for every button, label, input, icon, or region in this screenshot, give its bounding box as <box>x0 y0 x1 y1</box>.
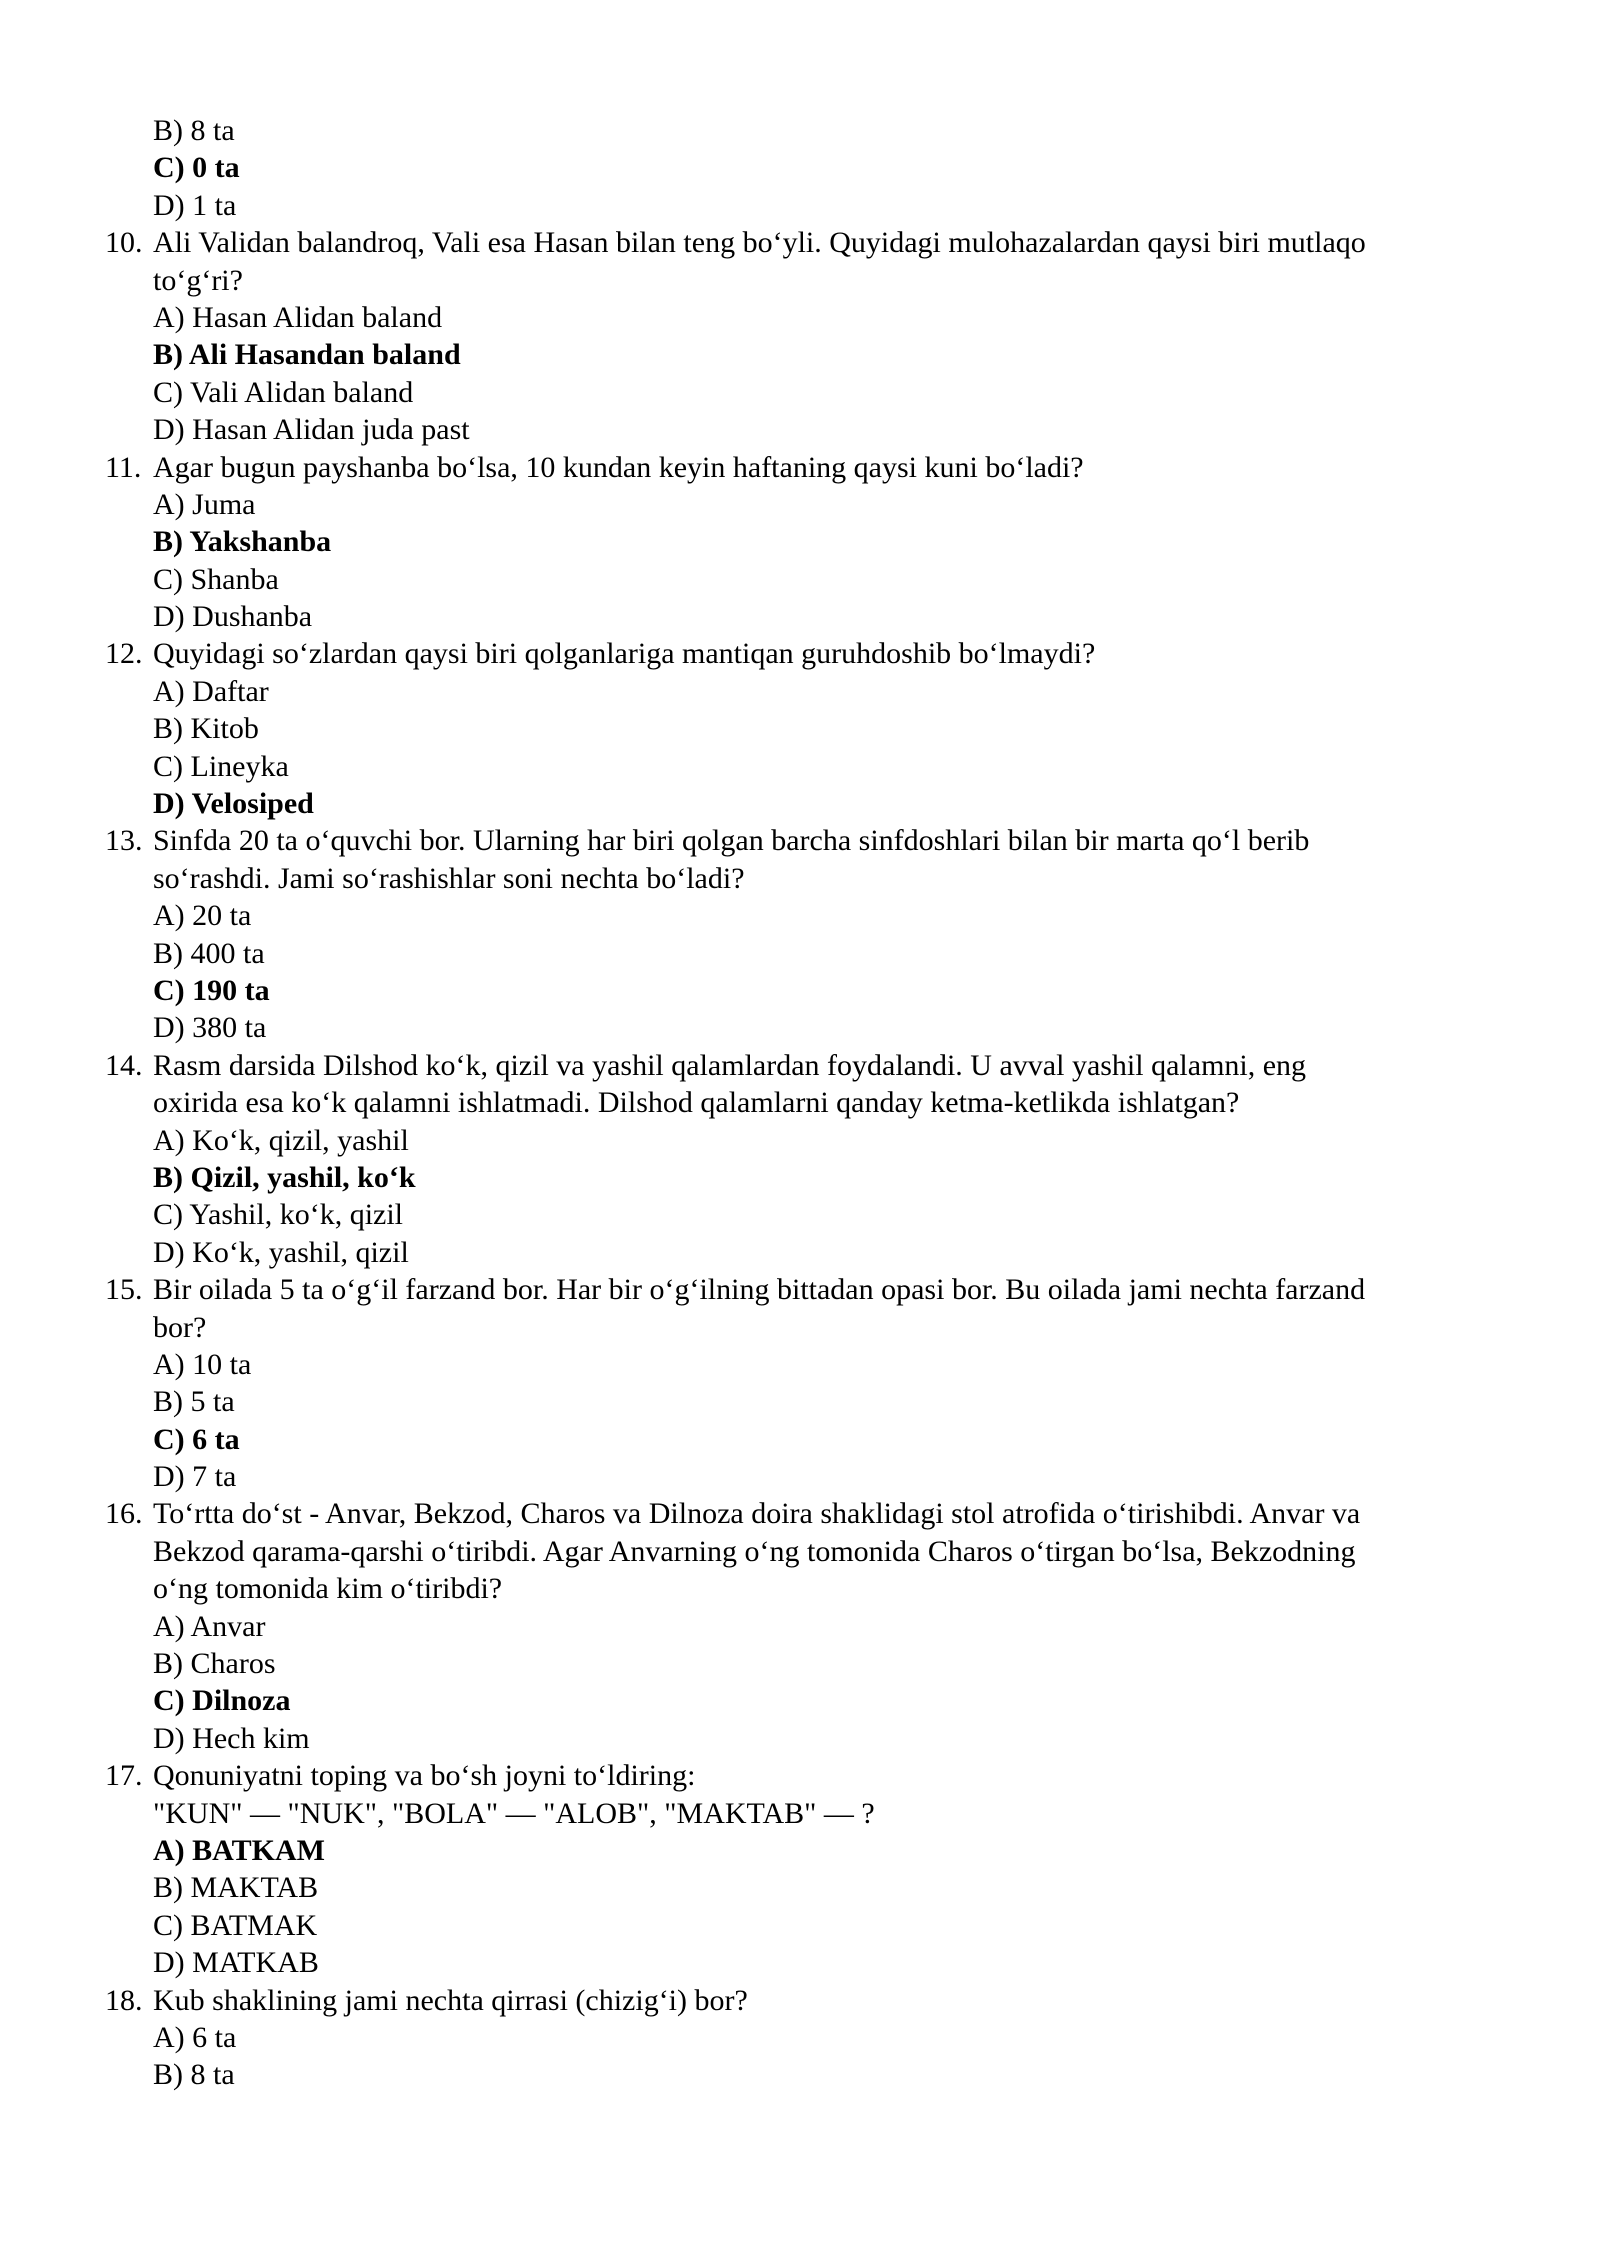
answer-option-correct: C) 6 ta <box>153 1422 240 1456</box>
question-text-line: Bir oilada 5 ta o‘g‘il farzand bor. Har bir o‘g‘ilning bittadan opasi bor. Bu oilada jami nechta farzand <box>153 1273 1366 1307</box>
question-block <box>0 1271 1600 1495</box>
answer-option: D) MATKAB <box>153 1946 319 1980</box>
answer-option-correct: A) BATKAM <box>153 1833 325 1867</box>
question-number: 10. <box>105 226 143 260</box>
answer-option: D) 7 ta <box>153 1460 237 1494</box>
answer-option: A) 10 ta <box>153 1347 252 1381</box>
question-number: 11. <box>105 450 142 484</box>
answer-option-correct: C) Dilnoza <box>153 1684 291 1718</box>
answer-option: C) BATMAK <box>153 1908 318 1942</box>
question-text <box>0 822 1600 859</box>
answer-option: C) Yashil, ko‘k, qizil <box>153 1198 404 1232</box>
question-text <box>0 224 1600 261</box>
question-text-line: Agar bugun payshanba bo‘lsa, 10 kundan keyin haftaning qaysi kuni bo‘ladi? <box>153 450 1084 484</box>
question-number: 13. <box>105 824 143 858</box>
answer-option: A) 20 ta <box>153 899 252 933</box>
question-text-line: Kub shaklining jami nechta qirrasi (chizig‘i) bor? <box>153 1983 748 2017</box>
question-block <box>0 822 1600 1046</box>
answer-option: C) Lineyka <box>153 749 289 783</box>
question-number: 16. <box>105 1497 143 1531</box>
answer-option: B) 400 ta <box>153 936 265 970</box>
question-text-line: so‘rashdi. Jami so‘rashishlar soni nechta bo‘ladi? <box>153 861 745 895</box>
question-text <box>0 1495 1600 1532</box>
question-text-line: Bekzod qarama-qarshi o‘tiribdi. Agar Anvarning o‘ng tomonida Charos o‘tirgan bo‘lsa, Bekzodning <box>153 1534 1356 1568</box>
answer-option: A) Juma <box>153 487 256 521</box>
question-block <box>0 1757 1600 1981</box>
answer-option: C) Vali Alidan baland <box>153 375 414 409</box>
question-text <box>0 1982 1600 2019</box>
question-text <box>0 635 1600 672</box>
question-block <box>0 1495 1600 1757</box>
question-number: 15. <box>105 1273 143 1307</box>
answer-option: D) Hasan Alidan juda past <box>153 413 470 447</box>
question-text-line: "KUN" — "NUK", "BOLA" — "ALOB", "MAKTAB" — ? <box>153 1796 875 1830</box>
question-text <box>0 1047 1600 1084</box>
question-text-line: Sinfda 20 ta o‘quvchi bor. Ularning har biri qolgan barcha sinfdoshlari bilan bir marta qo‘l berib <box>153 824 1310 858</box>
question-number: 17. <box>105 1759 143 1793</box>
question-text <box>0 1271 1600 1308</box>
question-text <box>0 1757 1600 1794</box>
answer-option-correct: B) Ali Hasandan baland <box>153 338 461 372</box>
answer-option: B) MAKTAB <box>153 1871 319 1905</box>
question-text-line: to‘g‘ri? <box>153 263 243 297</box>
question-text-line: bor? <box>153 1310 207 1344</box>
question-text-line: o‘ng tomonida kim o‘tiribdi? <box>153 1572 503 1606</box>
answer-option-correct: B) Yakshanba <box>153 525 332 559</box>
question-text-line: Quyidagi so‘zlardan qaysi biri qolganlariga mantiqan guruhdoshib bo‘lmaydi? <box>153 637 1096 671</box>
question-block <box>0 1982 1600 2094</box>
answer-option: A) Anvar <box>153 1609 266 1643</box>
question-text-line: Qonuniyatni toping va bo‘sh joyni to‘ldiring: <box>153 1759 696 1793</box>
answer-option-correct: C) 190 ta <box>153 973 270 1007</box>
answer-option: B) 8 ta <box>153 114 235 147</box>
question-block <box>0 224 1600 448</box>
answer-option-correct: B) Qizil, yashil, ko‘k <box>153 1160 416 1194</box>
question-number: 14. <box>105 1048 143 1082</box>
question-number: 18. <box>105 1983 143 2017</box>
question-text-line: Ali Validan balandroq, Vali esa Hasan bilan teng bo‘yli. Quyidagi mulohazalardan qaysi biri mutlaqo <box>153 226 1366 260</box>
answer-option: D) 380 ta <box>153 1011 267 1045</box>
answer-option: D) Hech kim <box>153 1721 310 1755</box>
answer-option: A) Daftar <box>153 674 269 708</box>
question-block <box>0 1047 1600 1271</box>
answer-option: D) Ko‘k, yashil, qizil <box>153 1235 409 1269</box>
answer-option: B) 8 ta <box>153 2058 235 2092</box>
answer-option: A) Hasan Alidan baland <box>153 300 443 334</box>
question-text-line: oxirida esa ko‘k qalamni ishlatmadi. Dilshod qalamlarni qanday ketma-ketlikda ishlatgan? <box>153 1086 1240 1120</box>
question-text <box>0 449 1600 486</box>
answer-option: D) 1 ta <box>153 188 237 222</box>
question-number: 12. <box>105 637 143 671</box>
answer-option: B) Charos <box>153 1647 276 1681</box>
question-block <box>0 449 1600 636</box>
answer-option: B) Kitob <box>153 712 259 746</box>
answer-option: C) Shanba <box>153 562 279 596</box>
answer-option: A) Ko‘k, qizil, yashil <box>153 1123 409 1157</box>
answer-option-correct: C) 0 ta <box>153 151 240 185</box>
answer-option: D) Dushanba <box>153 600 313 634</box>
answer-option: A) 6 ta <box>153 2020 237 2054</box>
question-list <box>0 112 1600 2094</box>
question-text-line: Rasm darsida Dilshod ko‘k, qizil va yashil qalamlardan foydalandi. U avval yashil qalamni, eng <box>153 1048 1307 1082</box>
answer-option: B) 5 ta <box>153 1385 235 1419</box>
question-block <box>0 635 1600 822</box>
answer-option-correct: D) Velosiped <box>153 787 314 821</box>
question-text-line: To‘rtta do‘st - Anvar, Bekzod, Charos va Dilnoza doira shaklidagi stol atrofida o‘tirishibdi. Anvar va <box>153 1497 1361 1531</box>
